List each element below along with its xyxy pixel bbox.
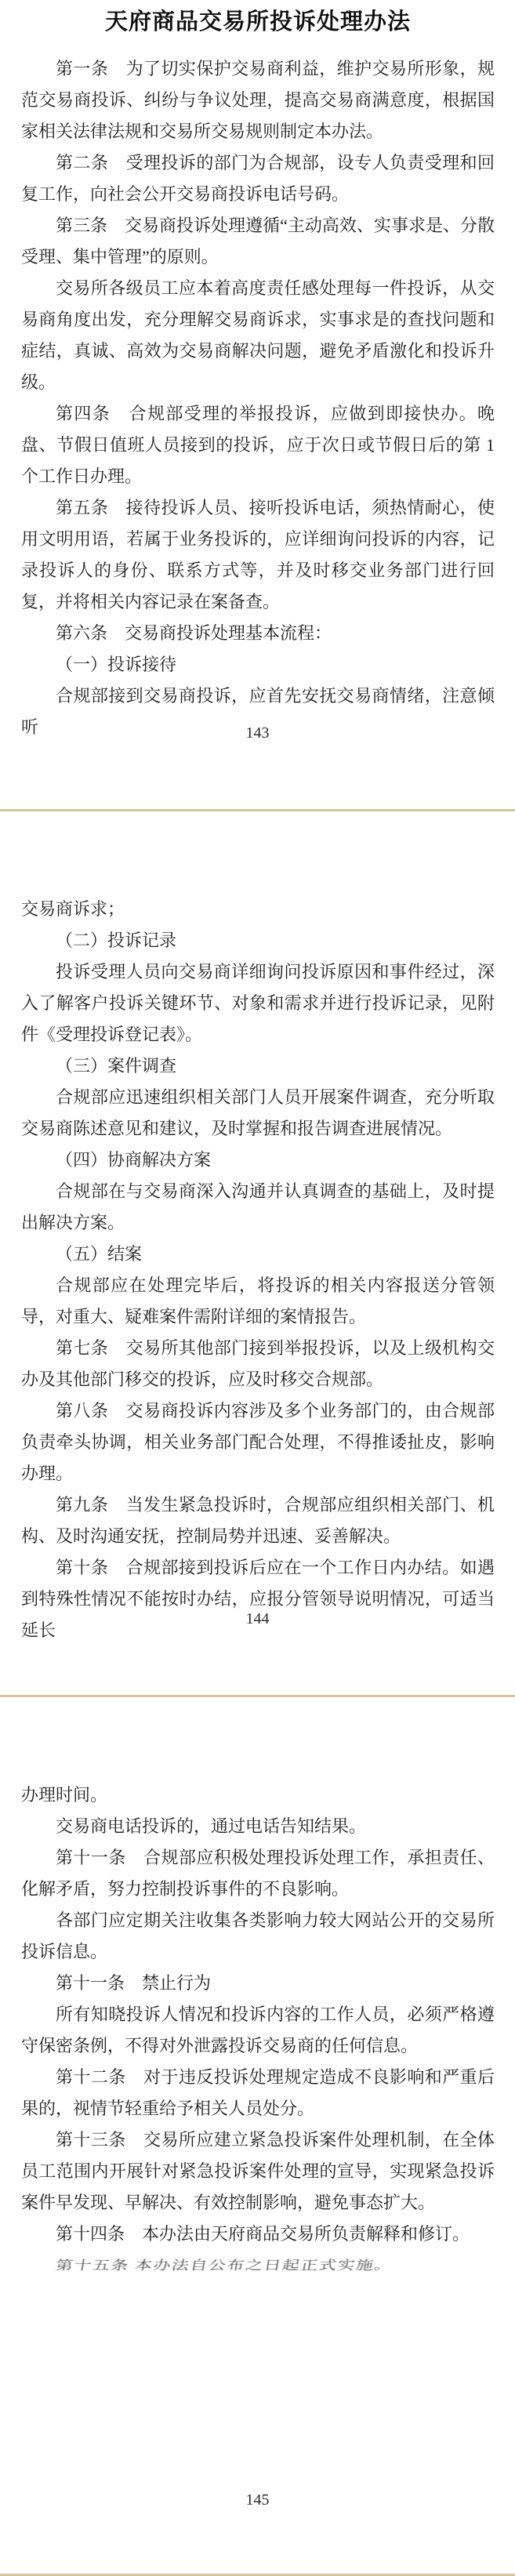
- paragraph: 第十四条 本办法由天府商品交易所负责解释和修订。: [56, 2224, 470, 2244]
- paragraph: 第六条 交易商投诉处理基本流程：: [56, 623, 332, 643]
- document-title: 天府商品交易所投诉处理办法: [104, 9, 411, 34]
- page-144: [0, 811, 515, 1695]
- page-143: [0, 0, 515, 809]
- paragraph: 合规部应在处理完毕后，将投诉的相关内容报送分管领导，对重大、疑难案件需附详细的案情报告。: [21, 1275, 495, 1326]
- page-number: 144: [245, 1610, 270, 1627]
- paragraph: （三）案件调查: [56, 1056, 177, 1076]
- page-145-body: [21, 1780, 495, 2281]
- paragraph: 交易所各级员工应本着高度责任感处理每一件投诉，从交易商角度出发，充分理解交易商诉求，实事求是的查找问题和症结，真诚、高效为交易商解决问题，避免矛盾激化和投诉升级。: [21, 278, 495, 392]
- paragraph: （四）协商解决方案: [56, 1150, 212, 1170]
- paragraph: 交易商诉求；: [21, 899, 125, 919]
- paragraph-distorted-scan: 第十五条 本办法自公布之日起正式实施。: [54, 2258, 394, 2273]
- paragraph: 第十一条 禁止行为: [56, 1973, 212, 1993]
- paragraph: 办理时间。: [21, 1785, 108, 1805]
- paragraph: 第三条 交易商投诉处理遵循“主动高效、实事求是、分散受理、集中管理”的原则。: [21, 216, 495, 267]
- paragraph: 第七条 交易所其他部门接到举报投诉，以及上级机构交办及其他部门移交的投诉，应及时移交合规部。: [21, 1338, 495, 1389]
- paragraph: 第四条 合规部受理的举报投诉，应做到即接快办。晚盘、节假日值班人员接到的投诉，应于次日或节假日后的第 1 个工作日办理。: [21, 404, 495, 486]
- paragraph: 合规部应迅速组织相关部门人员开展案件调查，充分听取交易商陈述意见和建议，及时掌握和报告调查进展情况。: [21, 1087, 495, 1138]
- paragraph: 合规部接到交易商投诉，应首先安抚交易商情绪，注意倾听: [21, 686, 495, 737]
- paragraph: 第十条 合规部接到投诉后应在一个工作日内办结。如遇到特殊性情况不能按时办结，应报分管领导说明情况，可适当延长: [21, 1558, 495, 1640]
- paragraph: 第十三条 交易所应建立紧急投诉案件处理机制，在全体员工范围内开展针对紧急投诉案件处理的宣导，实现紧急投诉案件早发现、早解决、有效控制影响，避免事态扩大。: [21, 2130, 495, 2212]
- paragraph: 第五条 接待投诉人员、接听投诉电话，须热情耐心，使用文明用语，若属于业务投诉的，应详细询问投诉的内容，记录投诉人的身份、联系方式等，并及时移交业务部门进行回复，并将相关内容记录在案备查。: [21, 498, 495, 611]
- paragraph: 各部门应定期关注收集各类影响力较大网站公开的交易所投诉信息。: [21, 1910, 495, 1961]
- page-145: [0, 1697, 515, 2576]
- paragraph: 第十二条 对于违反投诉处理规定造成不良影响和严重后果的，视情节轻重给予相关人员处分。: [21, 2067, 495, 2118]
- paragraph: 第一条 为了切实保护交易商利益，维护交易所形象，规范交易商投诉、纠纷与争议处理，提高交易商满意度，根据国家相关法律法规和交易所交易规则制定本办法。: [21, 59, 495, 141]
- page-number: 145: [245, 2491, 270, 2509]
- paragraph: 第二条 受理投诉的部门为合规部，设专人负责受理和回复工作，向社会公开交易商投诉电话号码。: [21, 153, 495, 204]
- paragraph: （五）结案: [56, 1244, 143, 1264]
- paragraph: 所有知晓投诉人情况和投诉内容的工作人员，必须严格遵守保密条例，不得对外泄露投诉交易商的任何信息。: [21, 2005, 495, 2055]
- paragraph: （二）投诉记录: [56, 931, 177, 950]
- paragraph: 合规部在与交易商深入沟通并认真调查的基础上，及时提出解决方案。: [21, 1181, 495, 1232]
- paragraph: 第九条 当发生紧急投诉时，合规部应组织相关部门、机构、及时沟通安抚，控制局势并迅速、妥善解决。: [21, 1495, 495, 1546]
- paragraph: 第八条 交易商投诉内容涉及多个业务部门的，由合规部负责牵头协调，相关业务部门配合处理，不得推诿扯皮，影响办理。: [21, 1401, 495, 1483]
- paragraph: （一）投诉接待: [56, 655, 177, 674]
- paragraph: 投诉受理人员向交易商详细询问投诉原因和事件经过，深入了解客户投诉关键环节、对象和需求并进行投诉记录，见附件《受理投诉登记表》。: [21, 962, 495, 1044]
- page-143-body: [21, 53, 495, 743]
- paragraph: 交易商电话投诉的，通过电话告知结果。: [56, 1816, 367, 1836]
- page-number: 143: [245, 724, 270, 742]
- page-144-body: [21, 894, 495, 1646]
- paragraph: 第十一条 合规部应积极处理投诉处理工作，承担责任、化解矛盾，努力控制投诉事件的不良影响。: [21, 1848, 495, 1899]
